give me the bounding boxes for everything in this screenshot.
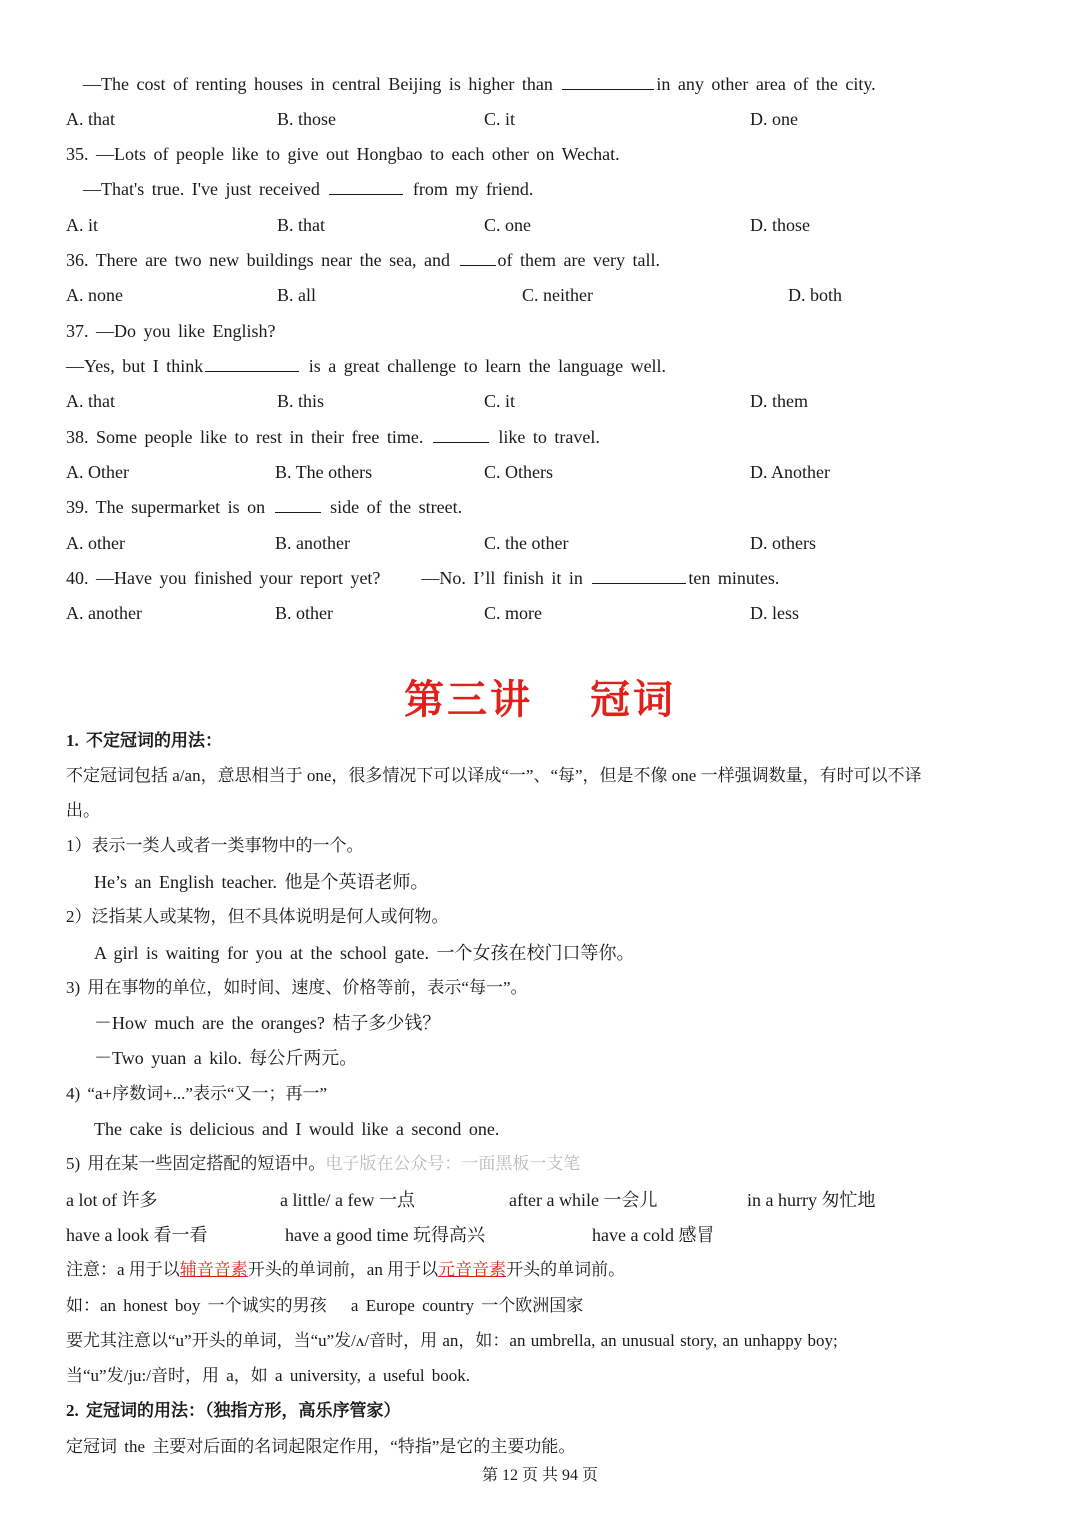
def-intro: 定冠词 the 主要对后面的名词起限定作用，“特指”是它的主要功能。 xyxy=(66,1437,576,1456)
q34-stem-a: —The cost of renting houses in central Beijing is higher than xyxy=(83,74,553,94)
rule-3: 3) 用在事物的单位，如时间、速度、价格等前，表示“每一”。 xyxy=(66,978,528,997)
page-number: 第 12 页 共 94 页 xyxy=(481,1467,598,1484)
rule-3-example-1: －How much are the oranges? 桔子多少钱？ xyxy=(94,1013,441,1033)
q40-option-c: C. more xyxy=(484,603,542,623)
answer-blank xyxy=(460,247,496,266)
q38-stem-a: 38. Some people like to rest in their free time. xyxy=(66,427,424,447)
section-title-part1: 第三讲 xyxy=(404,677,533,722)
answer-blank xyxy=(562,71,654,90)
q38-option-c: C. Others xyxy=(484,462,553,482)
q34-option-b: B. those xyxy=(277,109,337,129)
q38-option-d: D. Another xyxy=(750,462,830,482)
q35-stem2-b: from my friend. xyxy=(412,179,534,199)
rule-1-example: He’s an English teacher. 他是个英语老师。 xyxy=(94,872,429,892)
rule-2: 2）泛指某人或某物，但不具体说明是何人或何物。 xyxy=(66,907,449,926)
q37-stem2-a: —Yes, but I think xyxy=(66,356,204,376)
q40-stem-c: ten minutes. xyxy=(688,568,780,588)
answer-blank xyxy=(329,176,403,195)
note-text-2: 开头的单词前，an 用于以 xyxy=(247,1260,439,1279)
q40-option-d: D. less xyxy=(750,603,799,623)
q38-option-b: B. The others xyxy=(275,462,373,482)
phrase-item: a lot of 许多 xyxy=(66,1190,158,1210)
rule-5 xyxy=(66,1151,580,1177)
q39-stem-a: 39. The supermarket is on xyxy=(66,497,266,517)
q35-option-d: D. those xyxy=(750,215,810,235)
def-heading: 2. 定冠词的用法：（独指方形，高乐序管家） xyxy=(66,1401,401,1420)
q37-stem2-b: is a great challenge to learn the language well. xyxy=(308,356,667,376)
section-title-part2: 冠词 xyxy=(590,677,676,722)
rule-1: 1）表示一类人或者一类事物中的一个。 xyxy=(66,836,364,855)
q36-stem-b: of them are very tall. xyxy=(497,250,660,270)
answer-blank xyxy=(433,424,489,443)
q35-stem2-a: —That's true. I've just received xyxy=(83,179,320,199)
phrase-item: have a good time 玩得高兴 xyxy=(285,1225,485,1245)
q35-stem: 35. —Lots of people like to give out Hongbao to each other on Wechat. xyxy=(66,144,620,164)
q39-option-a: A. other xyxy=(66,533,125,553)
q39-option-c: C. the other xyxy=(484,533,569,553)
q35-stem2 xyxy=(83,176,533,202)
phrase-item: have a look 看一看 xyxy=(66,1225,208,1245)
q40-stem-a: 40. —Have you finished your report yet? xyxy=(66,568,381,588)
indef-intro-line1: 不定冠词包括 a/an，意思相当于 one，很多情况下可以译成“一”、“每”，但是不像 one 一样强调数量，有时可以不译 xyxy=(66,766,922,785)
rule-4: 4) “a+序数词+...”表示“又一；再一” xyxy=(66,1084,328,1103)
phrase-item: have a cold 感冒 xyxy=(592,1225,715,1245)
q38-option-a: A. Other xyxy=(66,462,129,482)
q40-option-b: B. other xyxy=(275,603,333,623)
q37-stem: 37. —Do you like English? xyxy=(66,321,276,341)
u-rule-line2: 当“u”发/ju:/音时，用 a，如 a university, a useful book. xyxy=(66,1366,471,1385)
indef-heading: 1. 不定冠词的用法： xyxy=(66,731,222,750)
q34-stem-b: in any other area of the city. xyxy=(656,74,876,94)
q39-stem xyxy=(66,494,462,520)
q37-option-a: A. that xyxy=(66,391,115,411)
q37-stem2 xyxy=(66,353,666,379)
q34-stem xyxy=(83,71,876,97)
rule-4-example: The cake is delicious and I would like a second one. xyxy=(94,1119,500,1139)
answer-blank xyxy=(205,353,299,372)
note-text-1: 注意：a 用于以 xyxy=(66,1260,180,1279)
consonant-term: 辅音音素 xyxy=(179,1260,248,1279)
q37-option-b: B. this xyxy=(277,391,325,411)
example-line: 如：an honest boy 一个诚实的男孩 a Europe country 一个欧洲国家 xyxy=(66,1296,584,1315)
phrase-item: after a while 一会儿 xyxy=(509,1190,658,1210)
answer-blank xyxy=(275,494,321,513)
q36-option-b: B. all xyxy=(277,285,316,305)
q34-option-a: A. that xyxy=(66,109,115,129)
q37-option-d: D. them xyxy=(750,391,808,411)
note-line xyxy=(66,1257,625,1283)
q36-stem xyxy=(66,247,660,273)
q37-option-c: C. it xyxy=(484,391,516,411)
q35-option-b: B. that xyxy=(277,215,325,235)
q39-option-d: D. others xyxy=(750,533,816,553)
q40-stem-b: —No. I’ll finish it in xyxy=(421,568,583,588)
u-rule-line1: 要尤其注意以“u”开头的单词，当“u”发/ʌ/音时，用 an，如：an umbrella, an unusual story, an unhappy boy; xyxy=(66,1331,838,1350)
rule-5-text: 5) 用在某一些固定搭配的短语中。 xyxy=(66,1154,326,1173)
q40-stem xyxy=(66,565,779,591)
vowel-term: 元音音素 xyxy=(438,1260,507,1279)
indef-intro-line2: 出。 xyxy=(66,801,100,820)
note-text-3: 开头的单词前。 xyxy=(506,1260,626,1279)
q40-option-a: A. another xyxy=(66,603,142,623)
q36-option-c: C. neither xyxy=(522,285,593,305)
watermark-text: 电子版在公众号：一面黑板一支笔 xyxy=(325,1154,581,1173)
phrase-item: a little/ a few 一点 xyxy=(280,1190,415,1210)
q38-stem-b: like to travel. xyxy=(498,427,600,447)
phrase-item: in a hurry 匆忙地 xyxy=(747,1190,876,1210)
answer-blank xyxy=(592,565,686,584)
q35-option-c: C. one xyxy=(484,215,531,235)
q36-stem-a: 36. There are two new buildings near the sea, and xyxy=(66,250,451,270)
q34-option-d: D. one xyxy=(750,109,798,129)
q34-option-c: C. it xyxy=(484,109,516,129)
q39-stem-b: side of the street. xyxy=(330,497,463,517)
rule-3-example-2: －Two yuan a kilo. 每公斤两元。 xyxy=(94,1048,358,1068)
q36-option-d: D. both xyxy=(788,285,842,305)
q35-option-a: A. it xyxy=(66,215,99,235)
q38-stem xyxy=(66,424,600,450)
rule-2-example: A girl is waiting for you at the school gate. 一个女孩在校门口等你。 xyxy=(94,943,635,963)
q36-option-a: A. none xyxy=(66,285,123,305)
section-title xyxy=(0,668,1080,725)
q39-option-b: B. another xyxy=(275,533,350,553)
